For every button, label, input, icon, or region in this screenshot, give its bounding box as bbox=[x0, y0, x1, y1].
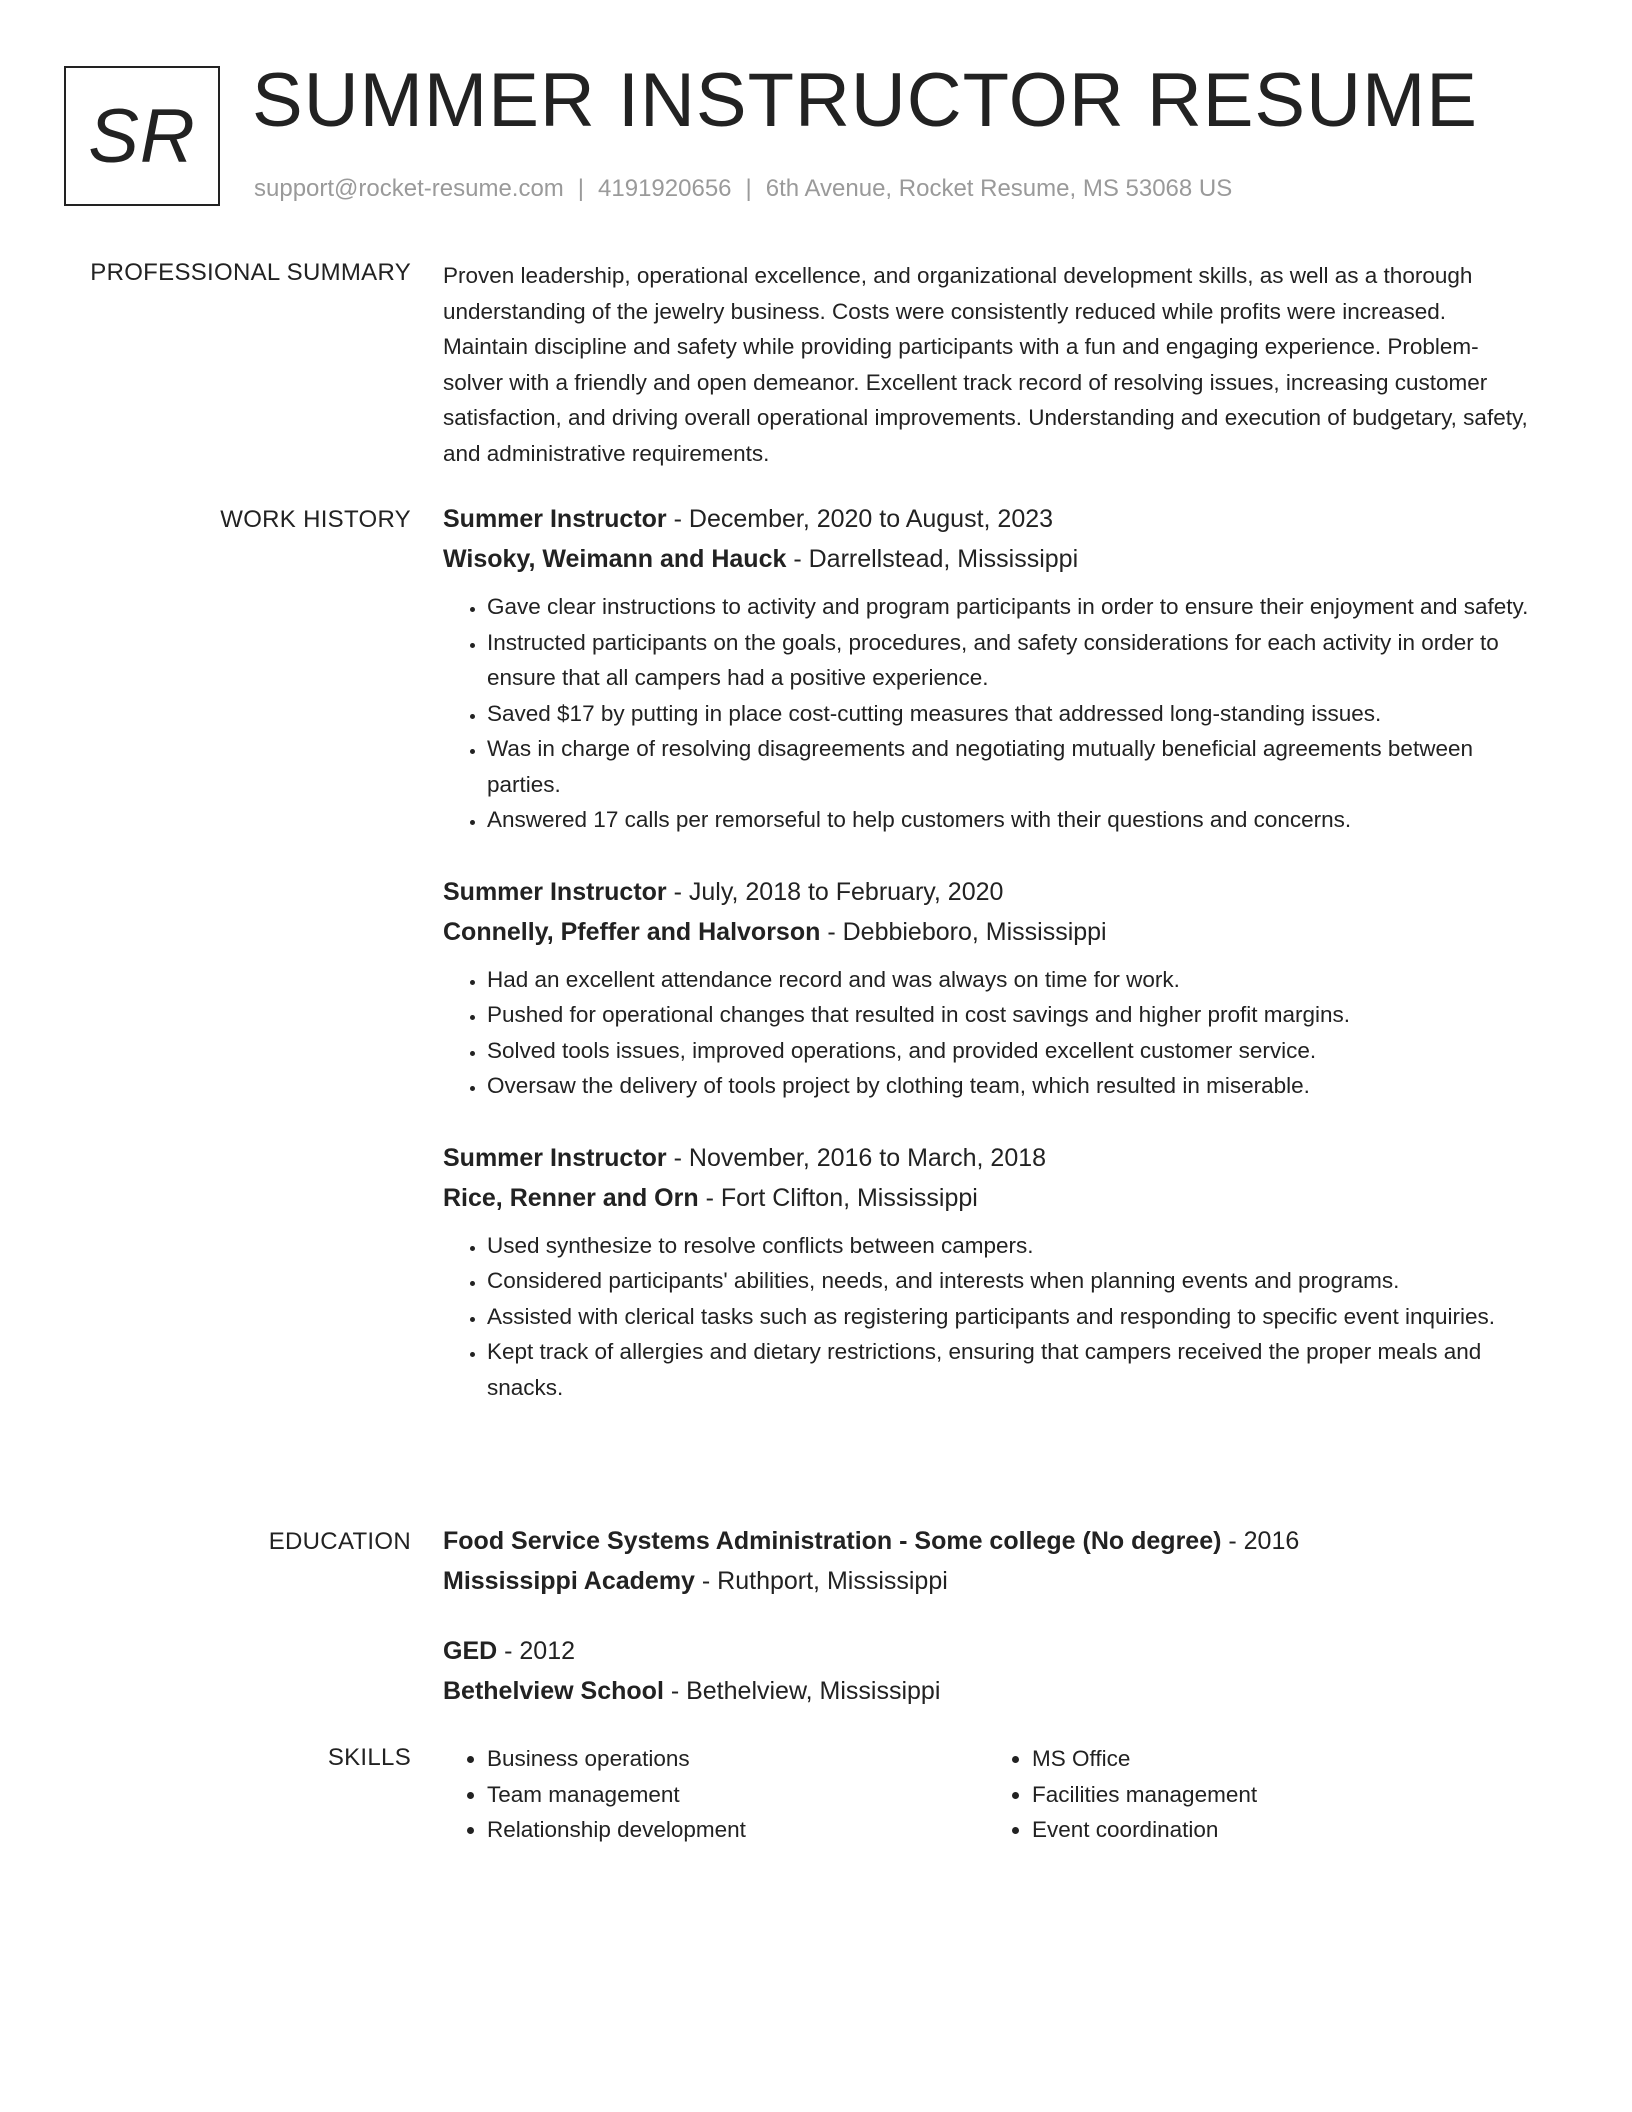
job-company-line bbox=[443, 539, 1533, 579]
contact-separator: | bbox=[745, 175, 752, 202]
contact-separator: | bbox=[577, 175, 585, 202]
contact-line bbox=[254, 172, 1232, 206]
job-company-line bbox=[443, 912, 1533, 952]
page-title: SUMMER INSTRUCTOR RESUME bbox=[252, 58, 1478, 143]
job-company: Rice, Renner and Orn bbox=[443, 1183, 699, 1212]
education-location: - Bethelview, Mississippi bbox=[663, 1677, 941, 1705]
job-title-line bbox=[443, 872, 1533, 912]
job-title: Summer Instructor bbox=[443, 1143, 667, 1172]
skill-item: • Team management bbox=[487, 1777, 988, 1813]
list-item: • Kept track of allergies and dietary restrictions, ensuring that campers received the proper meals and snacks. bbox=[487, 1334, 1533, 1405]
list-item: • Instructed participants on the goals, procedures, and safety considerations for each activity in order to ensure that all campers had a positive experience. bbox=[487, 625, 1533, 696]
job-title-line bbox=[443, 1138, 1533, 1178]
job-dates: - November, 2016 to March, 2018 bbox=[666, 1143, 1047, 1172]
job-location: - Fort Clifton, Mississippi bbox=[698, 1183, 978, 1212]
contact-phone: 4191920656 bbox=[598, 175, 732, 202]
job-dates: - July, 2018 to February, 2020 bbox=[666, 877, 1004, 906]
job-bullets bbox=[443, 1228, 1533, 1406]
list-item: • Answered 17 calls per remorseful to help customers with their questions and concerns. bbox=[487, 802, 1533, 838]
section-label-education: EDUCATION bbox=[268, 1528, 411, 1555]
job-entry bbox=[443, 1138, 1533, 1406]
education-degree-line bbox=[443, 1631, 1533, 1671]
work-history-body bbox=[443, 499, 1533, 1423]
contact-address: 6th Avenue, Rocket Resume, MS 53068 US bbox=[765, 175, 1233, 202]
list-item: • Assisted with clerical tasks such as registering participants and responding to specific event inquiries. bbox=[487, 1299, 1533, 1335]
section-label-work-history: WORK HISTORY bbox=[220, 506, 411, 533]
education-year: - 2012 bbox=[497, 1637, 576, 1665]
education-degree: Food Service Systems Administration - Some college (No degree) bbox=[443, 1527, 1222, 1555]
summary-body bbox=[443, 258, 1533, 471]
skills-list-right bbox=[988, 1741, 1533, 1848]
job-bullets bbox=[443, 589, 1533, 838]
education-degree: GED bbox=[443, 1637, 498, 1665]
section-label-skills: SKILLS bbox=[327, 1744, 411, 1771]
skill-item: • Event coordination bbox=[1032, 1812, 1533, 1848]
section-label-summary: PROFESSIONAL SUMMARY bbox=[90, 259, 411, 286]
skills-body bbox=[443, 1741, 1533, 1848]
education-school-line bbox=[443, 1561, 1533, 1601]
job-title: Summer Instructor bbox=[443, 877, 667, 906]
education-entry bbox=[443, 1521, 1533, 1601]
list-item: • Was in charge of resolving disagreements and negotiating mutually beneficial agreements between parties. bbox=[487, 731, 1533, 802]
education-year: - 2016 bbox=[1221, 1527, 1300, 1555]
skill-item: • MS Office bbox=[1032, 1741, 1533, 1777]
list-item: • Pushed for operational changes that resulted in cost savings and higher profit margins. bbox=[487, 997, 1533, 1033]
list-item: • Oversaw the delivery of tools project by clothing team, which resulted in miserable. bbox=[487, 1068, 1533, 1104]
job-title-line bbox=[443, 499, 1533, 539]
job-company: Wisoky, Weimann and Hauck bbox=[443, 545, 787, 573]
skills-grid bbox=[443, 1741, 1533, 1848]
education-degree-line bbox=[443, 1521, 1533, 1561]
contact-email: support@rocket-resume.com bbox=[254, 175, 564, 202]
job-company: Connelly, Pfeffer and Halvorson bbox=[443, 917, 821, 946]
list-item: • Solved tools issues, improved operations, and provided excellent customer service. bbox=[487, 1033, 1533, 1069]
job-entry bbox=[443, 872, 1533, 1104]
skills-list-left bbox=[443, 1741, 988, 1848]
education-body bbox=[443, 1521, 1533, 1741]
monogram-logo: SR bbox=[64, 66, 220, 206]
education-entry bbox=[443, 1631, 1533, 1711]
skill-item: • Facilities management bbox=[1032, 1777, 1533, 1813]
job-location: - Darrellstead, Mississippi bbox=[786, 545, 1079, 573]
job-company-line bbox=[443, 1178, 1533, 1218]
job-location: - Debbieboro, Mississippi bbox=[820, 917, 1107, 946]
job-dates: - December, 2020 to August, 2023 bbox=[666, 505, 1054, 533]
job-entry bbox=[443, 499, 1533, 838]
list-item: • Had an excellent attendance record and was always on time for work. bbox=[487, 962, 1533, 998]
list-item: • Used synthesize to resolve conflicts between campers. bbox=[487, 1228, 1533, 1264]
education-school: Bethelview School bbox=[443, 1677, 664, 1705]
education-school: Mississippi Academy bbox=[443, 1567, 695, 1595]
skill-item: • Relationship development bbox=[487, 1812, 988, 1848]
education-school-line bbox=[443, 1671, 1533, 1711]
skill-item: • Business operations bbox=[487, 1741, 988, 1777]
education-location: - Ruthport, Mississippi bbox=[694, 1567, 948, 1595]
list-item: • Saved $17 by putting in place cost-cutting measures that addressed long-standing issues. bbox=[487, 696, 1533, 732]
list-item: • Gave clear instructions to activity and program participants in order to ensure their enjoyment and safety. bbox=[487, 589, 1533, 625]
job-bullets bbox=[443, 962, 1533, 1104]
summary-text: Proven leadership, operational excellence, and organizational development skills, as well as a thorough understanding of the jewelry business. Costs were consistently reduced while profits were increased. Maintain discipline and safety while providing participants with a fun and engaging experience. Problem-solver with a friendly and open demeanor. Excellent track record of resolving issues, increasing customer satisfaction, and driving overall operational improvements. Understanding and execution of budgetary, safety, and administrative requirements. bbox=[443, 263, 1528, 466]
list-item: • Considered participants' abilities, needs, and interests when planning events and programs. bbox=[487, 1263, 1533, 1299]
job-title: Summer Instructor bbox=[443, 505, 667, 533]
